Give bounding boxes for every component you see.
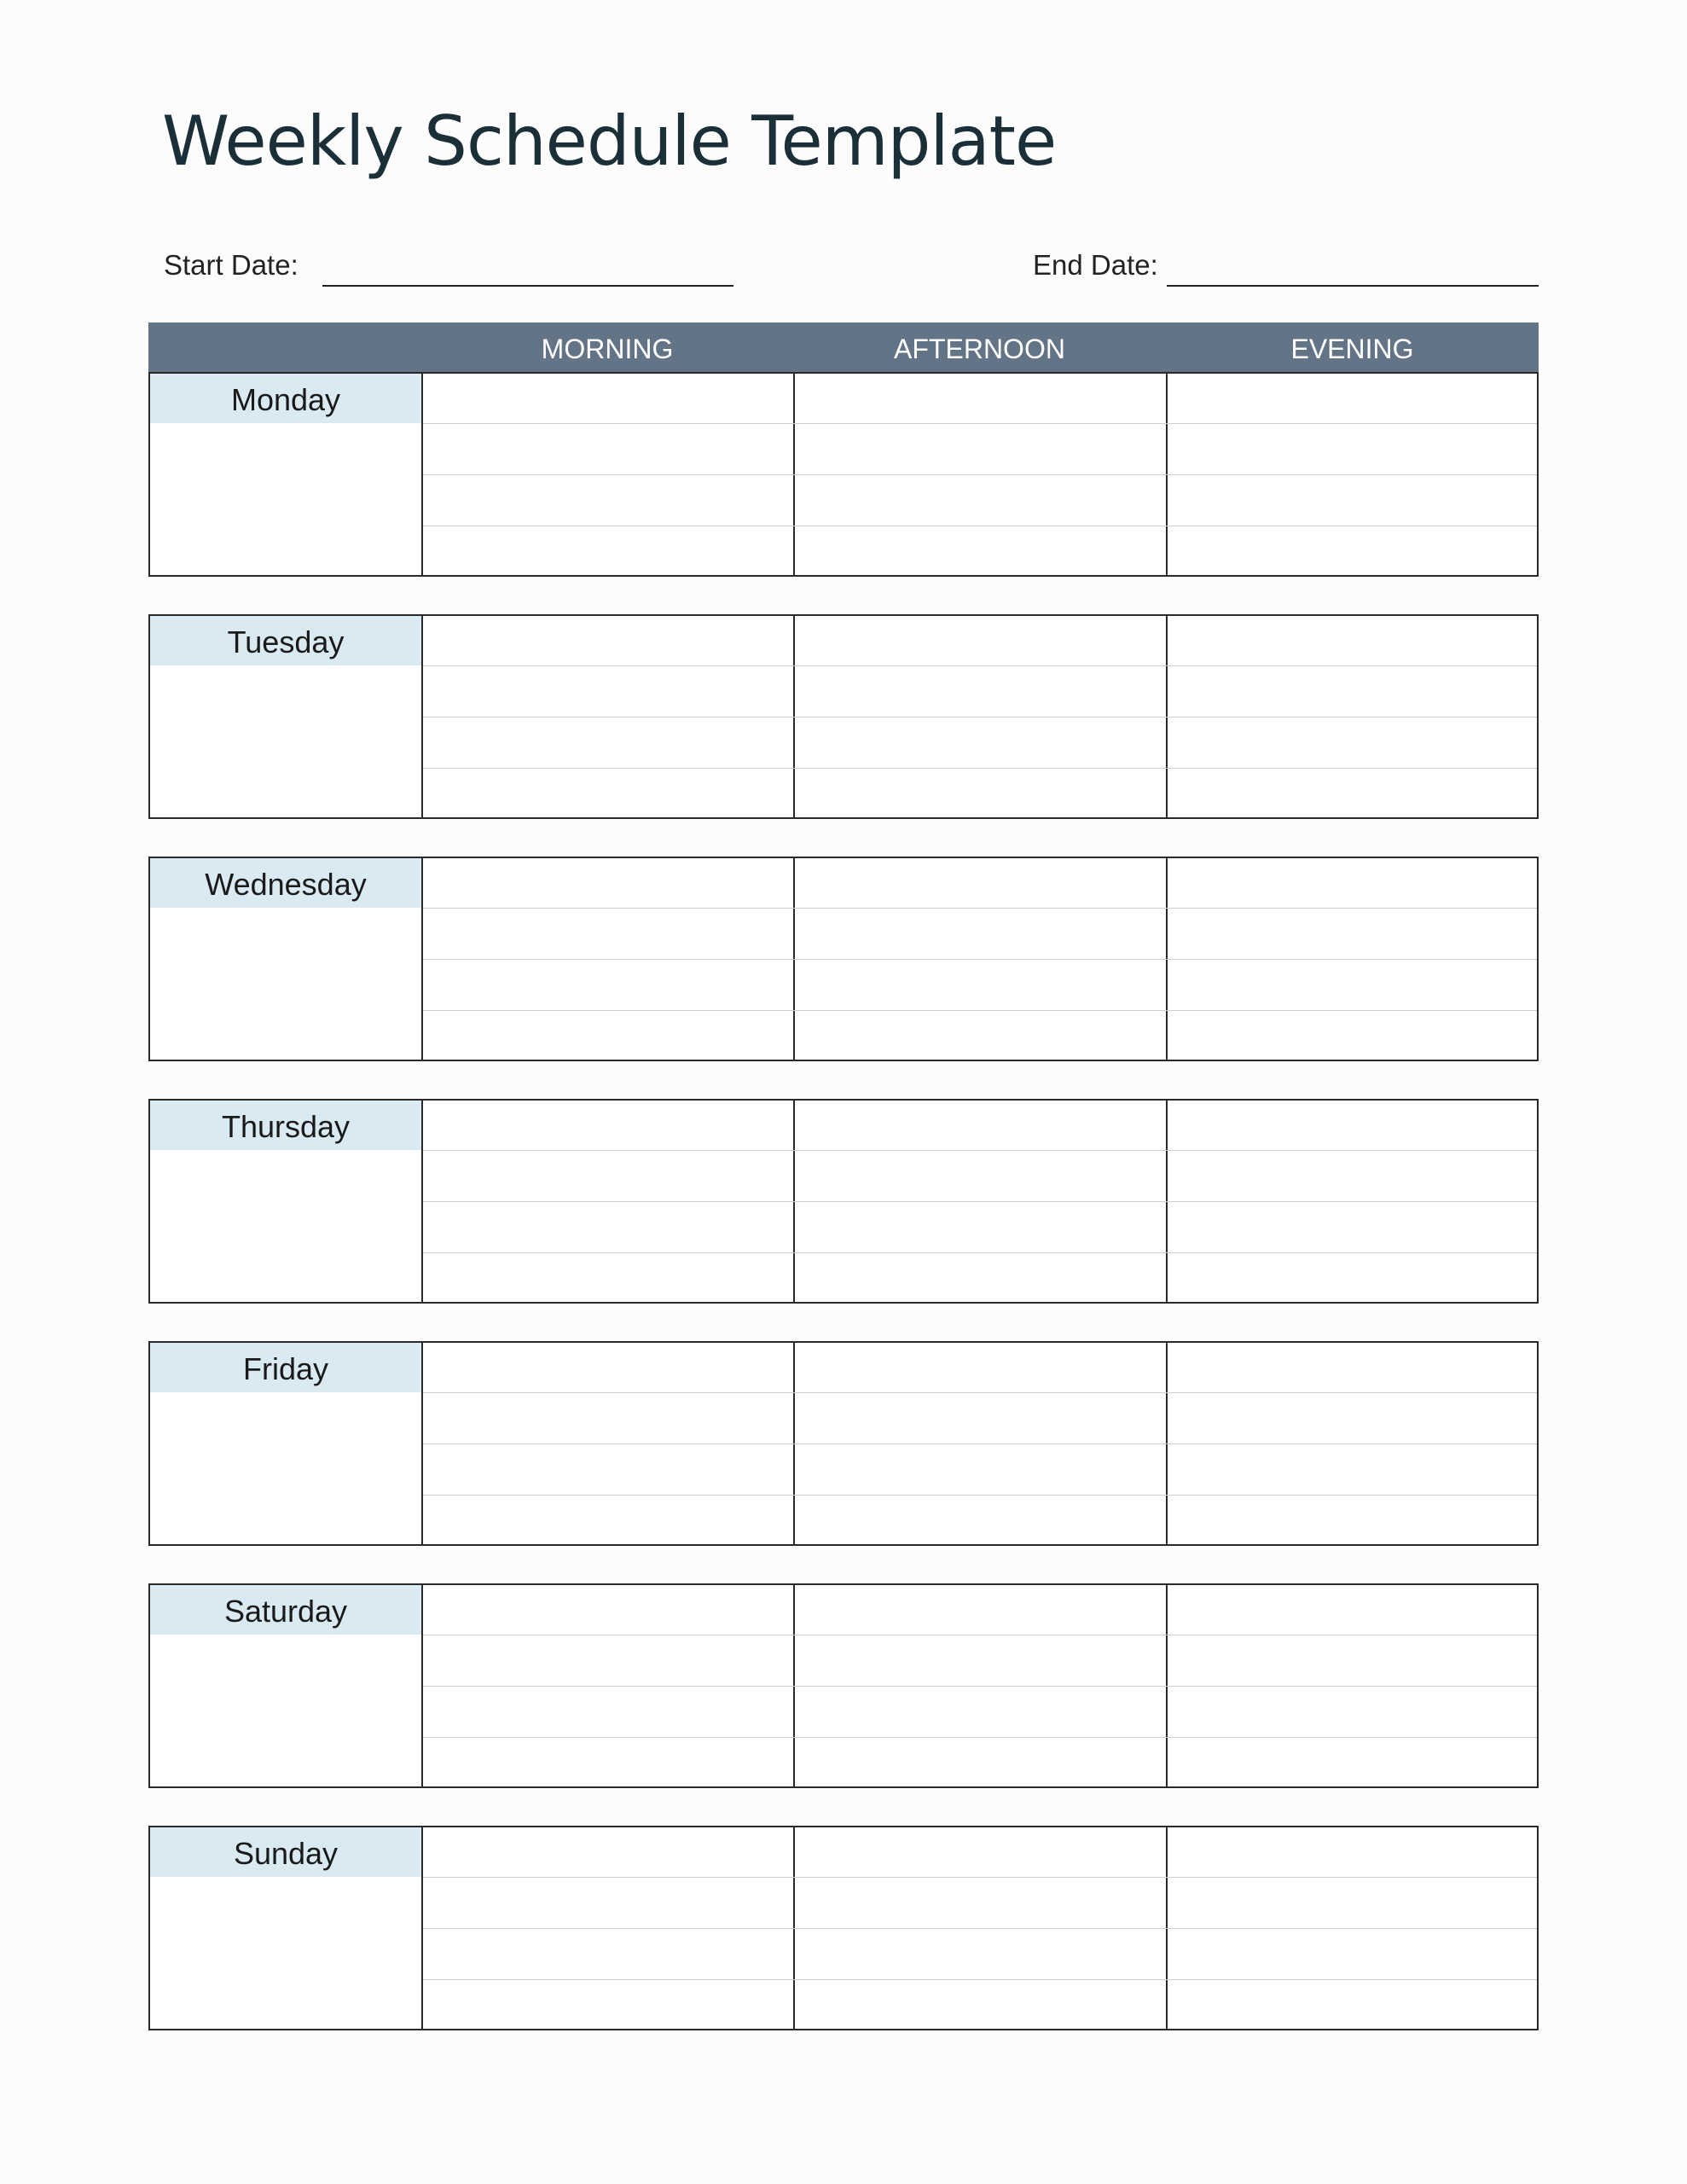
schedule-cell-morning[interactable]: [424, 1393, 793, 1442]
day-block-friday: [148, 1341, 1539, 1546]
start-date-field[interactable]: [322, 285, 733, 287]
schedule-cell-evening[interactable]: [1168, 617, 1535, 664]
schedule-cell-evening[interactable]: [1168, 1635, 1535, 1684]
schedule-cell-evening[interactable]: [1168, 475, 1535, 524]
schedule-cell-evening[interactable]: [1168, 375, 1535, 421]
schedule-cell-afternoon[interactable]: [796, 1635, 1166, 1684]
schedule-cell-afternoon[interactable]: [796, 859, 1166, 906]
schedule-cell-afternoon[interactable]: [796, 909, 1166, 957]
schedule-cell-morning[interactable]: [424, 1344, 793, 1391]
schedule-cell-evening[interactable]: [1168, 1929, 1535, 1978]
schedule-cell-evening[interactable]: [1168, 1496, 1535, 1544]
start-date-label: Start Date:: [164, 249, 299, 281]
schedule-cell-evening[interactable]: [1168, 1687, 1535, 1735]
schedule-cell-morning[interactable]: [424, 1929, 793, 1978]
schedule-cell-afternoon[interactable]: [796, 526, 1166, 575]
schedule-cell-morning[interactable]: [424, 1828, 793, 1875]
schedule-cell-evening[interactable]: [1168, 1151, 1535, 1199]
schedule-cell-evening[interactable]: [1168, 1253, 1535, 1302]
schedule-cell-evening[interactable]: [1168, 1202, 1535, 1251]
schedule-cell-morning[interactable]: [424, 1101, 793, 1148]
schedule-cell-afternoon[interactable]: [796, 666, 1166, 715]
schedule-cell-evening[interactable]: [1168, 1101, 1535, 1148]
schedule-cell-evening[interactable]: [1168, 1344, 1535, 1391]
schedule-cell-evening[interactable]: [1168, 1393, 1535, 1442]
schedule-cell-morning[interactable]: [424, 1878, 793, 1926]
day-block-tuesday: [148, 614, 1539, 819]
schedule-cell-afternoon[interactable]: [796, 1878, 1166, 1926]
end-date-label: End Date:: [1033, 249, 1158, 281]
day-block-wednesday: [148, 857, 1539, 1061]
end-date-field[interactable]: [1167, 285, 1539, 287]
schedule-cell-morning[interactable]: [424, 424, 793, 473]
schedule-cell-evening[interactable]: [1168, 1444, 1535, 1493]
schedule-cell-afternoon[interactable]: [796, 1344, 1166, 1391]
schedule-cell-morning[interactable]: [424, 1687, 793, 1735]
column-header-morning: MORNING: [541, 334, 674, 364]
day-block-sunday: [148, 1826, 1539, 2030]
day-block-monday: [148, 372, 1539, 577]
schedule-cell-afternoon[interactable]: [796, 475, 1166, 524]
schedule-cell-afternoon[interactable]: [796, 1980, 1166, 2029]
schedule-cell-evening[interactable]: [1168, 717, 1535, 766]
schedule-cell-evening[interactable]: [1168, 909, 1535, 957]
schedule-cell-evening[interactable]: [1168, 1011, 1535, 1060]
schedule-cell-afternoon[interactable]: [796, 1828, 1166, 1875]
schedule-cell-morning[interactable]: [424, 1586, 793, 1633]
schedule-cell-afternoon[interactable]: [796, 1586, 1166, 1633]
column-header-band: [148, 322, 1539, 372]
schedule-cell-morning[interactable]: [424, 1011, 793, 1060]
day-label: Wednesday: [150, 858, 421, 908]
schedule-cell-morning[interactable]: [424, 1202, 793, 1251]
schedule-cell-afternoon[interactable]: [796, 1253, 1166, 1302]
schedule-cell-morning[interactable]: [424, 859, 793, 906]
schedule-cell-evening[interactable]: [1168, 769, 1535, 817]
schedule-cell-morning[interactable]: [424, 1980, 793, 2029]
schedule-cell-afternoon[interactable]: [796, 424, 1166, 473]
schedule-cell-morning[interactable]: [424, 1151, 793, 1199]
schedule-cell-afternoon[interactable]: [796, 769, 1166, 817]
schedule-cell-morning[interactable]: [424, 617, 793, 664]
schedule-cell-evening[interactable]: [1168, 666, 1535, 715]
day-block-saturday: [148, 1583, 1539, 1788]
day-label: Tuesday: [150, 616, 421, 665]
schedule-cell-evening[interactable]: [1168, 526, 1535, 575]
schedule-cell-afternoon[interactable]: [796, 1687, 1166, 1735]
schedule-cell-morning[interactable]: [424, 960, 793, 1008]
column-header-afternoon: AFTERNOON: [894, 334, 1065, 364]
schedule-cell-evening[interactable]: [1168, 1586, 1535, 1633]
schedule-cell-afternoon[interactable]: [796, 960, 1166, 1008]
schedule-cell-evening[interactable]: [1168, 960, 1535, 1008]
schedule-cell-afternoon[interactable]: [796, 617, 1166, 664]
schedule-cell-afternoon[interactable]: [796, 1101, 1166, 1148]
schedule-cell-morning[interactable]: [424, 909, 793, 957]
schedule-cell-morning[interactable]: [424, 526, 793, 575]
schedule-cell-afternoon[interactable]: [796, 1011, 1166, 1060]
schedule-cell-evening[interactable]: [1168, 1828, 1535, 1875]
schedule-cell-morning[interactable]: [424, 666, 793, 715]
schedule-cell-morning[interactable]: [424, 769, 793, 817]
schedule-cell-morning[interactable]: [424, 375, 793, 421]
schedule-cell-afternoon[interactable]: [796, 1393, 1166, 1442]
schedule-cell-afternoon[interactable]: [796, 1738, 1166, 1786]
schedule-cell-evening[interactable]: [1168, 859, 1535, 906]
day-label: Saturday: [150, 1585, 421, 1635]
day-label: Friday: [150, 1343, 421, 1392]
schedule-cell-evening[interactable]: [1168, 1738, 1535, 1786]
day-label: Thursday: [150, 1101, 421, 1150]
schedule-cell-afternoon[interactable]: [796, 1929, 1166, 1978]
day-block-thursday: [148, 1099, 1539, 1304]
schedule-cell-morning[interactable]: [424, 717, 793, 766]
schedule-cell-evening[interactable]: [1168, 424, 1535, 473]
schedule-cell-evening[interactable]: [1168, 1980, 1535, 2029]
day-label: Sunday: [150, 1827, 421, 1877]
schedule-cell-afternoon[interactable]: [796, 1202, 1166, 1251]
schedule-cell-morning[interactable]: [424, 1444, 793, 1493]
column-header-evening: EVENING: [1290, 334, 1414, 364]
schedule-cell-morning[interactable]: [424, 1253, 793, 1302]
schedule-cell-morning[interactable]: [424, 1496, 793, 1544]
schedule-cell-morning[interactable]: [424, 1635, 793, 1684]
page-title: Weekly Schedule Template: [162, 102, 1057, 181]
schedule-cell-morning[interactable]: [424, 475, 793, 524]
schedule-cell-afternoon[interactable]: [796, 1151, 1166, 1199]
schedule-cell-morning[interactable]: [424, 1738, 793, 1786]
schedule-cell-afternoon[interactable]: [796, 717, 1166, 766]
schedule-cell-evening[interactable]: [1168, 1878, 1535, 1926]
schedule-cell-afternoon[interactable]: [796, 1444, 1166, 1493]
schedule-cell-afternoon[interactable]: [796, 375, 1166, 421]
schedule-cell-afternoon[interactable]: [796, 1496, 1166, 1544]
day-label: Monday: [150, 374, 421, 423]
